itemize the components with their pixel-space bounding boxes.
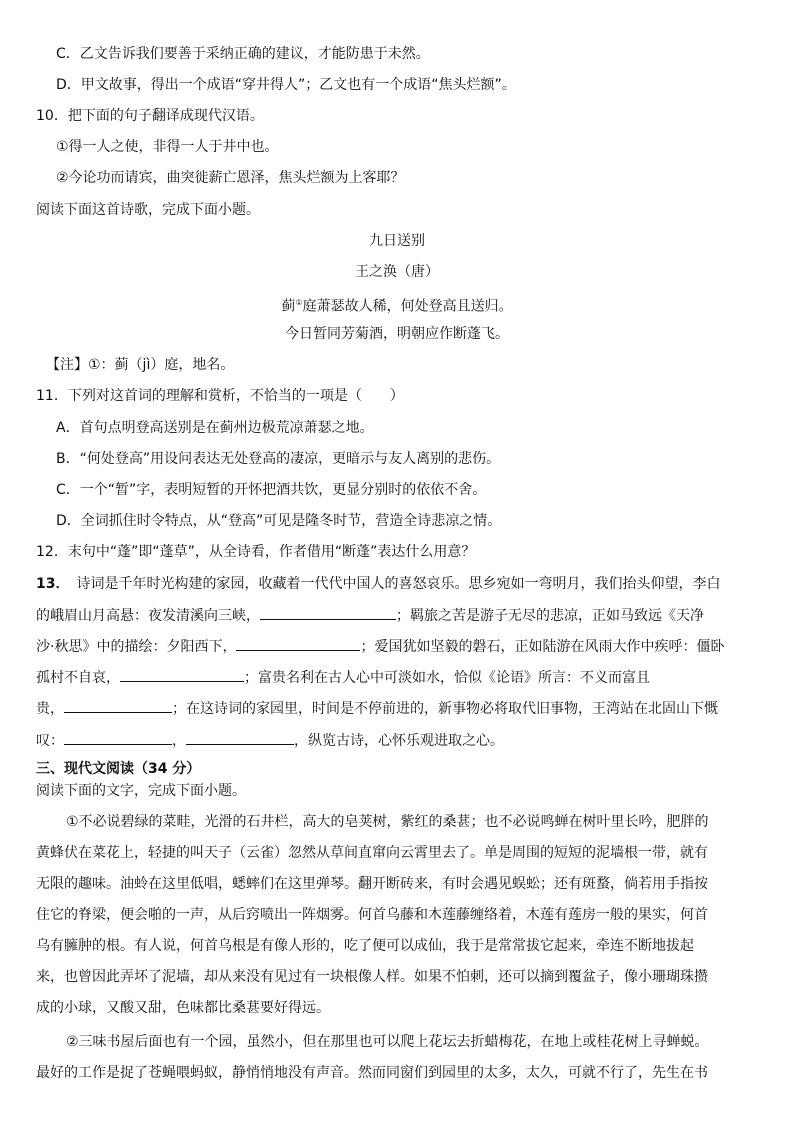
q11-stem: 11．下列对这首词的理解和赏析，不恰当的一项是（ ） <box>36 388 404 404</box>
poem-author: 王之涣（唐） <box>355 264 439 280</box>
q9-option-c: C．乙文告诉我们要善于采纳正确的建议，才能防患于未然。 <box>56 46 430 62</box>
poem-line-1-a: 蓟 <box>281 298 296 315</box>
q10-sentence-1: ①得一人之使，非得一人于井中也。 <box>56 139 279 155</box>
q12-stem: 12．末句中“蓬”即“蓬草”，从全诗看，作者借用“断蓬”表达什么用意？ <box>36 544 476 560</box>
q13-line-6 <box>36 730 504 751</box>
passage-line: ②三味书屋后面也有一个园，虽然小，但在那里也可以爬上花坛去折蜡梅花，在地上或桂花树上寻蝉蜕。 <box>66 1034 709 1050</box>
answer-blank-3[interactable] <box>120 667 244 682</box>
poem-intro: 阅读下面这首诗歌，完成下面小题。 <box>36 202 260 218</box>
passage-line: 最好的工作是捉了苍蝇喂蚂蚁，静悄悄地没有声音。然而同窗们到园里的太多，太久，可就不行了，先生在书 <box>36 1065 708 1081</box>
passage-line: 无限的趣味。油蛉在这里低唱，蟋蟀们在这里弹琴。翻开断砖来，有时会遇见蜈蚣；还有斑蝥，倘若用手指按 <box>36 876 708 892</box>
q13-line-6-c: ，纵览古诗，心怀乐观进取之心。 <box>294 733 504 749</box>
q13-line-2 <box>36 605 704 626</box>
answer-blank-6[interactable] <box>186 730 294 745</box>
answer-blank-1[interactable] <box>260 605 396 620</box>
q13-line-4 <box>36 667 650 688</box>
passage-line: 来，也曾因此弄坏了泥墙，却从来没有见过有一块根像人样。如果不怕刺，还可以摘到覆盆子，像小珊瑚珠攒 <box>36 969 708 985</box>
q11-option-c: C．一个“暂”字，表明短暂的开怀把酒共饮，更显分别时的依依不舍。 <box>56 482 487 498</box>
poem-line-1 <box>0 293 794 317</box>
answer-blank-2[interactable] <box>236 636 360 651</box>
q13-line-5 <box>36 698 718 719</box>
q13-line-3-a: 沙·秋思》中的描绘：夕阳西下， <box>36 639 237 655</box>
section-3-heading: 三、现代文阅读（34 分） <box>36 761 201 777</box>
passage-line: 成的小球，又酸又甜，色味都比桑葚要好得远。 <box>36 1000 330 1016</box>
answer-blank-4[interactable] <box>64 698 172 713</box>
q13-line-1 <box>36 574 720 594</box>
poem-title: 九日送别 <box>369 233 425 249</box>
q13-line-5-b: ；在这诗词的家园里，时间是不停前进的，新事物必将取代旧事物，王湾站在北固山下慨 <box>172 701 718 717</box>
poem-note: 【注】①：蓟（jì）庭，地名。 <box>46 357 235 373</box>
q11-option-d: D．全词抓住时令特点，从“登高”可见是隆冬时节，营造全诗悲凉之情。 <box>56 513 502 529</box>
q9-option-d: D．甲文故事，得出一个成语“穿井得人”；乙文也有一个成语“焦头烂额”。 <box>56 77 516 93</box>
q13-line-5-a: 贵， <box>36 701 64 717</box>
passage-line: 乌有臃肿的根。有人说，何首乌根是有像人形的，吃了便可以成仙，我于是常常拔它起来，牵连不断地拔起 <box>36 938 694 954</box>
answer-blank-5[interactable] <box>64 730 172 745</box>
q13-line-4-b: ；富贵名利在古人心中可淡如水，恰似《论语》所言：不义而富且 <box>244 670 650 686</box>
q13-line-4-a: 孤村不自哀， <box>36 670 120 686</box>
poem-footnote-marker: ① <box>295 298 303 307</box>
q13-text: 诗词是千年时光构建的家园，收藏着一代代中国人的喜怒哀乐。思乡宛如一弯明月，我们抬头仰望，李白 <box>62 576 721 592</box>
q10-sentence-2: ②今论功而请宾，曲突徙薪亡恩泽，焦头烂额为上客耶？ <box>56 170 405 186</box>
q13-line-3 <box>36 636 724 657</box>
passage-line: 住它的脊梁，便会啪的一声，从后窍喷出一阵烟雾。何首乌藤和木莲藤缠络着，木莲有莲房一般的果实，何首 <box>36 907 708 923</box>
section-3-intro: 阅读下面的文字，完成下面小题。 <box>36 783 246 799</box>
q13-line-3-b: ；爱国犹如坚毅的磐石，正如陆游在风雨大作中疾呼：僵卧 <box>360 639 725 655</box>
passage-line: ①不必说碧绿的菜畦，光滑的石井栏，高大的皂荚树，紫红的桑葚；也不必说鸣蝉在树叶里长吟，肥胖的 <box>66 814 709 830</box>
q13-line-2-b: ；羁旅之苦是游子无尽的悲凉，正如马致远《天净 <box>396 608 704 624</box>
q13-line-2-a: 的峨眉山月高悬：夜发清溪向三峡， <box>36 608 260 624</box>
poem-line-1-b: 庭萧瑟故人稀，何处登高且送归。 <box>302 298 513 315</box>
passage-line: 黄蜂伏在菜花上，轻捷的叫天子（云雀）忽然从草间直窜向云霄里去了。单是周围的短短的泥墙根一带，就有 <box>36 845 708 861</box>
q13-line-6-a: 叹： <box>36 733 64 749</box>
poem-line-2: 今日暂同芳菊酒，明朝应作断蓬飞。 <box>285 326 509 342</box>
q13-line-6-b: ， <box>172 733 186 749</box>
q13-number: 13． <box>36 576 63 592</box>
q11-option-a: A．首句点明登高送别是在蓟州边极荒凉萧瑟之地。 <box>56 420 374 436</box>
q10-stem: 10．把下面的句子翻译成现代汉语。 <box>36 108 264 124</box>
q11-option-b: B．“何处登高”用设问表达无处登高的凄凉，更暗示与友人离别的悲伤。 <box>56 451 501 467</box>
